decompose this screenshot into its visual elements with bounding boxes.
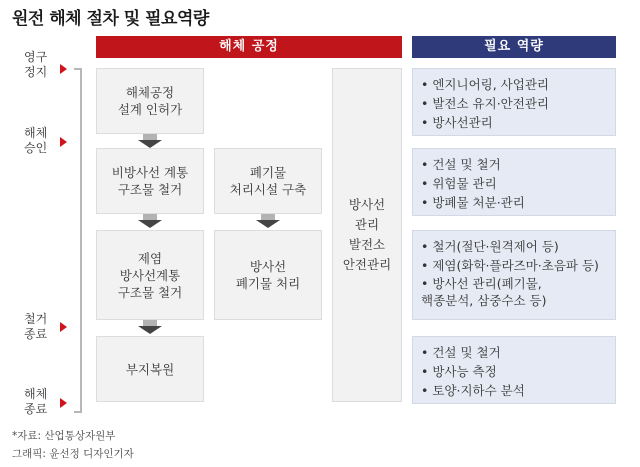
capability-item: • 제염(화학·플라즈마·초음파 등) xyxy=(421,256,609,275)
stage-marker-icon xyxy=(60,322,67,332)
capability-item: • 방사선 관리(폐기물, 핵종분석, 삼중수소 등) xyxy=(421,275,609,309)
process-box-waste-facility: 폐기물 처리시설 구축 xyxy=(214,148,322,214)
process-box-radiation-safety: 방사선 관리 발전소 안전관리 xyxy=(332,68,402,402)
process-box-design-licensing: 해체공정 설계 인허가 xyxy=(96,68,204,134)
capability-item: • 방사선관리 xyxy=(421,113,609,132)
stage-marker-icon xyxy=(60,398,67,408)
capability-item: • 엔지니어링, 사업관리 xyxy=(421,75,609,94)
process-box-rad-waste-treatment: 방사선 폐기물 처리 xyxy=(214,230,322,320)
process-box-nonrad-demolition: 비방사선 계통 구조물 철거 xyxy=(96,148,204,214)
capability-item: • 위험물 관리 xyxy=(421,174,609,193)
capability-box-restoration xyxy=(412,336,616,404)
flow-arrow-icon xyxy=(138,134,162,148)
stage-permanent-shutdown: 영구 정지 xyxy=(24,50,48,79)
capability-item: • 방사능 측정 xyxy=(421,362,609,381)
capability-item: • 건설 및 철거 xyxy=(421,343,609,362)
capability-item: • 방폐물 처분·관리 xyxy=(421,193,609,212)
stage-approval: 해체 승인 xyxy=(24,126,48,155)
graphic-credit: 그래픽: 윤선정 디자인기자 xyxy=(12,448,134,460)
capability-item: • 토양·지하수 분석 xyxy=(421,381,609,400)
process-box-decontamination: 제염 방사선계통 구조물 철거 xyxy=(96,230,204,320)
stage-demolition-end: 철거 종료 xyxy=(24,312,48,341)
capability-header: 필요 역량 xyxy=(412,36,616,58)
capability-box-construction xyxy=(412,148,616,216)
capability-item: • 철거(절단·원격제어 등) xyxy=(421,237,609,256)
timeline-tick xyxy=(74,411,80,413)
capability-item: • 건설 및 철거 xyxy=(421,155,609,174)
process-box-site-restoration: 부지복원 xyxy=(96,336,204,402)
source-note: *자료: 산업통상자원부 xyxy=(12,430,116,442)
flow-arrow-icon xyxy=(256,214,280,228)
process-header: 해체 공정 xyxy=(96,36,402,58)
timeline-tick xyxy=(74,68,80,70)
capability-box-decontamination xyxy=(412,230,616,320)
stage-decommission-end: 해체 종료 xyxy=(24,387,48,416)
flow-arrow-icon xyxy=(138,214,162,228)
capability-item: • 발전소 유지·안전관리 xyxy=(421,94,609,113)
stage-marker-icon xyxy=(60,64,67,74)
flow-arrow-icon xyxy=(138,320,162,334)
timeline-line xyxy=(80,68,82,413)
capability-box-design xyxy=(412,68,616,136)
stage-marker-icon xyxy=(60,137,67,147)
page-title: 원전 해체 절차 및 필요역량 xyxy=(12,9,209,29)
